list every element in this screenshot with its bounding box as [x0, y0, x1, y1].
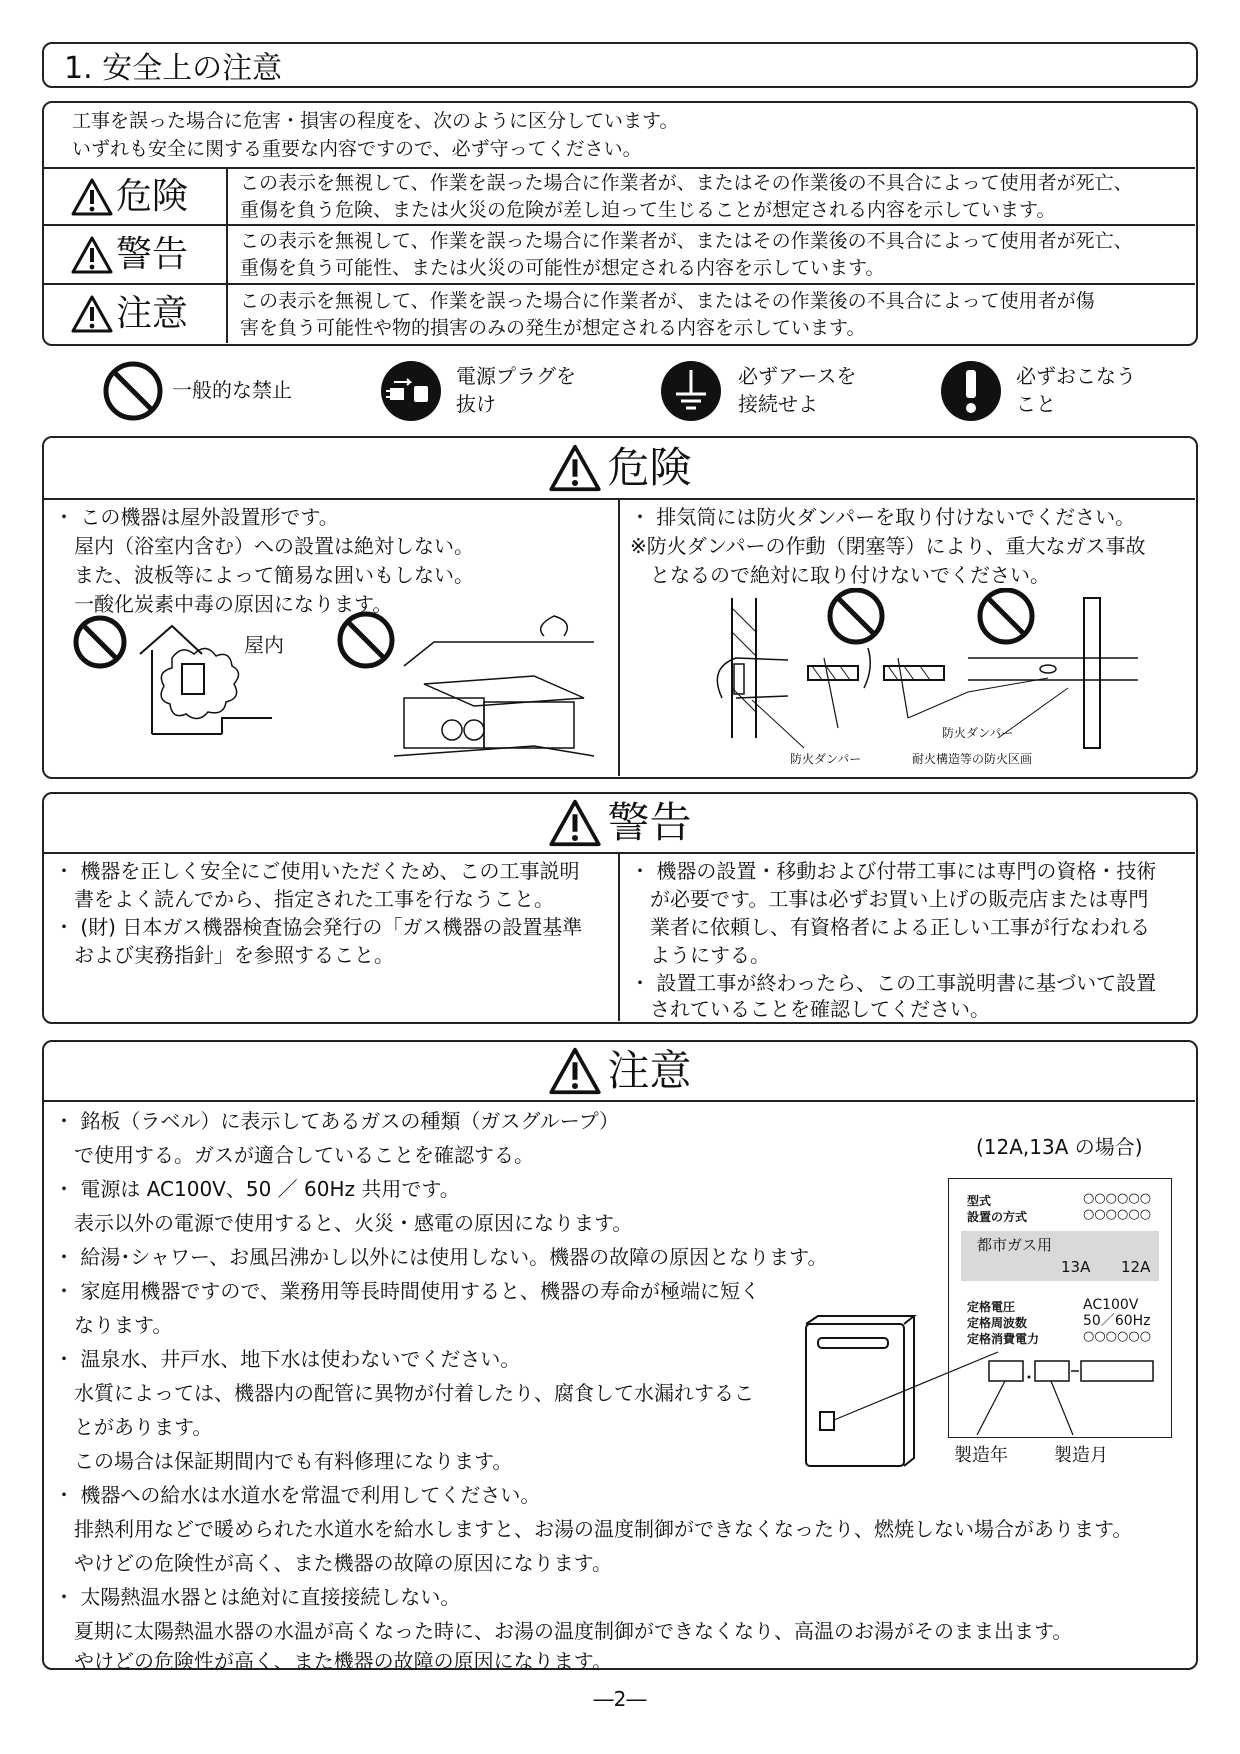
warning-triangle-icon	[547, 443, 603, 493]
caution-line: ・ 家庭用機器ですので、業務用等長時間使用すると、機器の寿命が極端に短く	[54, 1279, 760, 1303]
caution-line: 排熱利用などで暖められた水道水を給水しますと、お湯の温度制御ができなくなったり、燃焼しない場合があります。	[54, 1517, 1133, 1541]
damper-label: 防火ダンパー	[942, 726, 1014, 740]
plate-gas-box	[961, 1231, 1159, 1281]
divider	[44, 283, 1195, 285]
fire-compartment-label: 耐火構造等の防火区画	[912, 752, 1033, 766]
caution-line: とがあります。	[54, 1415, 213, 1439]
danger-left-line: 屋内（浴室内含む）への設置は絶対しない。	[54, 534, 474, 558]
level-danger	[70, 173, 220, 221]
serial-number-boxes	[949, 1355, 1171, 1435]
plate-install-label: 設置の方式	[967, 1210, 1028, 1224]
caution-line: やけどの危険性が高く、また機器の故障の原因になります。	[54, 1551, 612, 1575]
caution-banner	[44, 1042, 1195, 1100]
level-caution	[70, 290, 220, 338]
symbol-label: 必ずアースを	[738, 364, 857, 388]
level-desc-line: この表示を無視して、作業を誤った場合に作業者が、またはその作業後の不具合によって使用者が死亡、	[240, 230, 1133, 252]
divider	[44, 224, 1195, 226]
manufacture-year-label: 製造年	[954, 1445, 1008, 1466]
symbol-label: 抜け	[456, 392, 496, 416]
page-number: ―2―	[593, 1687, 647, 1711]
symbol-label: 必ずおこなう	[1016, 364, 1136, 388]
divider	[618, 852, 620, 1021]
manufacture-month-label: 製造月	[1054, 1445, 1108, 1466]
caution-line: 表示以外の電源で使用すると、火災・感電の原因になります。	[54, 1211, 633, 1235]
caution-line: この場合は保証期間内でも有料修理になります。	[54, 1449, 513, 1473]
warning-right-line: が必要です。工事は必ずお買い上げの販売店または専門	[630, 887, 1149, 911]
warning-triangle-icon	[547, 798, 603, 848]
caution-line: なります。	[54, 1313, 173, 1337]
symbol-unplug	[380, 360, 600, 422]
caution-line: 水質によっては、機器内の配管に異物が付着したり、腐食して水漏れするこ	[54, 1381, 754, 1405]
intro-line-2: いずれも安全に関する重要な内容ですので、必ず守ってください。	[72, 138, 642, 160]
enclosure-illustration	[334, 606, 604, 766]
danger-title: 危険	[607, 443, 692, 492]
divider	[226, 167, 228, 343]
mandatory-icon	[940, 360, 1002, 422]
level-label: 警告	[116, 234, 189, 275]
plate-model-value: ○○○○○○	[1083, 1191, 1152, 1206]
danger-left-line: ・ この機器は屋外設置形です。	[54, 505, 339, 529]
danger-left-line: 一酸化炭素中毒の原因になります。	[54, 592, 393, 616]
symbol-ground	[660, 360, 880, 422]
level-desc-line: この表示を無視して、作業を誤った場合に作業者が、またはその作業後の不具合によって使用者が死亡、	[240, 172, 1133, 194]
caution-line: ・ 電源は AC100V、50 ／ 60Hz 共用です。	[54, 1177, 460, 1201]
caution-title: 注意	[607, 1046, 692, 1095]
danger-right-line: ※防火ダンパーの作動（閉塞等）により、重大なガス事故	[630, 534, 1146, 558]
level-label: 注意	[116, 293, 189, 334]
warning-panel	[42, 792, 1198, 1024]
levels-box	[42, 101, 1198, 346]
damper-illustration	[708, 588, 1158, 758]
warning-triangle-icon	[70, 177, 114, 217]
plate-gas-12a: 12A	[1121, 1258, 1151, 1276]
indoor-label: 屋内	[244, 633, 284, 657]
warning-right-line: ・ 設置工事が終わったら、この工事説明書に基づいて設置	[630, 971, 1157, 995]
danger-right-line: ・ 排気筒には防火ダンパーを取り付けないでください。	[630, 505, 1136, 529]
plate-voltage-value: AC100V	[1083, 1297, 1139, 1313]
caution-line: ・ 温泉水、井戸水、地下水は使わないでください。	[54, 1347, 521, 1371]
plate-power-value: ○○○○○○	[1083, 1329, 1152, 1344]
warning-right-line: 業者に依頼し、有資格者による正しい工事が行なわれる	[630, 915, 1150, 939]
symbol-label: 電源プラグを	[456, 364, 576, 388]
danger-right-line: となるので絶対に取り付けないでください。	[630, 563, 1050, 587]
danger-banner	[44, 438, 1195, 498]
plate-freq-value: 50／60Hz	[1083, 1313, 1151, 1329]
caution-line: ・ 銘板（ラベル）に表示してあるガスの種類（ガスグループ）	[54, 1109, 619, 1133]
warning-left-line: 書をよく読んでから、指定された工事を行なうこと。	[54, 887, 554, 911]
divider	[618, 498, 620, 776]
danger-panel	[42, 436, 1198, 779]
warning-triangle-icon	[70, 294, 114, 334]
caution-line: ・ 給湯･シャワー、お風呂沸かし以外には使用しない。機器の故障の原因となります。	[54, 1245, 828, 1269]
caution-line: ・ 機器への給水は水道水を常温で利用してください。	[54, 1483, 541, 1507]
level-desc-line: 重傷を負う可能性、または火災の可能性が想定される内容を示しています。	[240, 257, 885, 279]
plate-freq-label: 定格周波数	[967, 1316, 1028, 1330]
unplug-icon	[380, 360, 442, 422]
warning-left-line: ・ (財) 日本ガス機器検査協会発行の「ガス機器の設置基準	[54, 915, 583, 939]
plate-gas-13a: 13A	[1061, 1258, 1091, 1276]
caution-line: ・ 太陽熱温水器とは絶対に直接接続しない。	[54, 1585, 461, 1609]
plate-model-label: 型式	[967, 1194, 992, 1208]
level-desc-line: 害を負う可能性や物的損害のみの発生が想定される内容を示しています。	[240, 317, 866, 339]
prohibition-icon	[102, 360, 164, 422]
symbol-label: 接続せよ	[738, 392, 818, 416]
indoor-install-illustration	[72, 614, 332, 764]
level-label: 危険	[116, 176, 189, 217]
warning-right-line: ・ 機器の設置・移動および付帯工事には専門の資格・技術	[630, 859, 1157, 883]
section-title-box	[42, 42, 1198, 88]
warning-title: 警告	[607, 798, 692, 847]
danger-left-line: また、波板等によって簡易な囲いもしない。	[54, 563, 474, 587]
plate-install-value: ○○○○○○	[1083, 1207, 1152, 1222]
warning-right-line: されていることを確認してください。	[630, 997, 990, 1021]
divider	[44, 1100, 1195, 1102]
warning-left-line: ・ 機器を正しく安全にご使用いただくため、この工事説明	[54, 859, 580, 883]
plate-voltage-label: 定格電圧	[967, 1300, 1016, 1314]
caution-line: 夏期に太陽熱温水器の水温が高くなった時に、お湯の温度制御ができなくなり、高温のお湯がそのまま出ます。	[54, 1619, 1073, 1643]
caution-line: やけどの危険性が高く、また機器の故障の原因になります。	[54, 1649, 612, 1673]
warning-left-line: および実務指針」を参照すること。	[54, 943, 394, 967]
warning-triangle-icon	[70, 235, 114, 275]
warning-right-line: ようにする。	[630, 943, 770, 967]
section-title: 1. 安全上の注意	[64, 51, 283, 86]
symbol-prohibition	[102, 360, 322, 422]
level-warning	[70, 231, 220, 279]
warning-triangle-icon	[547, 1046, 603, 1096]
level-desc-line: この表示を無視して、作業を誤った場合に作業者が、またはその作業後の不具合によって使用者が傷	[240, 290, 1095, 312]
rating-plate	[948, 1178, 1172, 1438]
caution-line: で使用する。ガスが適合していることを確認する。	[54, 1143, 534, 1167]
symbol-label: 一般的な禁止	[172, 378, 292, 402]
plate-gas-label: 都市ガス用	[977, 1236, 1053, 1254]
plate-caption: (12A,13A の場合)	[976, 1135, 1143, 1159]
symbol-label: こと	[1016, 392, 1056, 416]
plate-power-label: 定格消費電力	[967, 1332, 1040, 1346]
ground-icon	[660, 360, 722, 422]
warning-banner	[44, 794, 1195, 852]
caution-panel	[42, 1040, 1198, 1673]
symbol-mandatory	[940, 360, 1160, 422]
intro-line-1: 工事を誤った場合に危害・損害の程度を、次のように区分しています。	[72, 110, 679, 132]
level-desc-line: 重傷を負う危険、または火災の危険が差し迫って生じることが想定される内容を示しています。	[240, 199, 1056, 221]
damper-label: 防火ダンパー	[790, 752, 862, 766]
